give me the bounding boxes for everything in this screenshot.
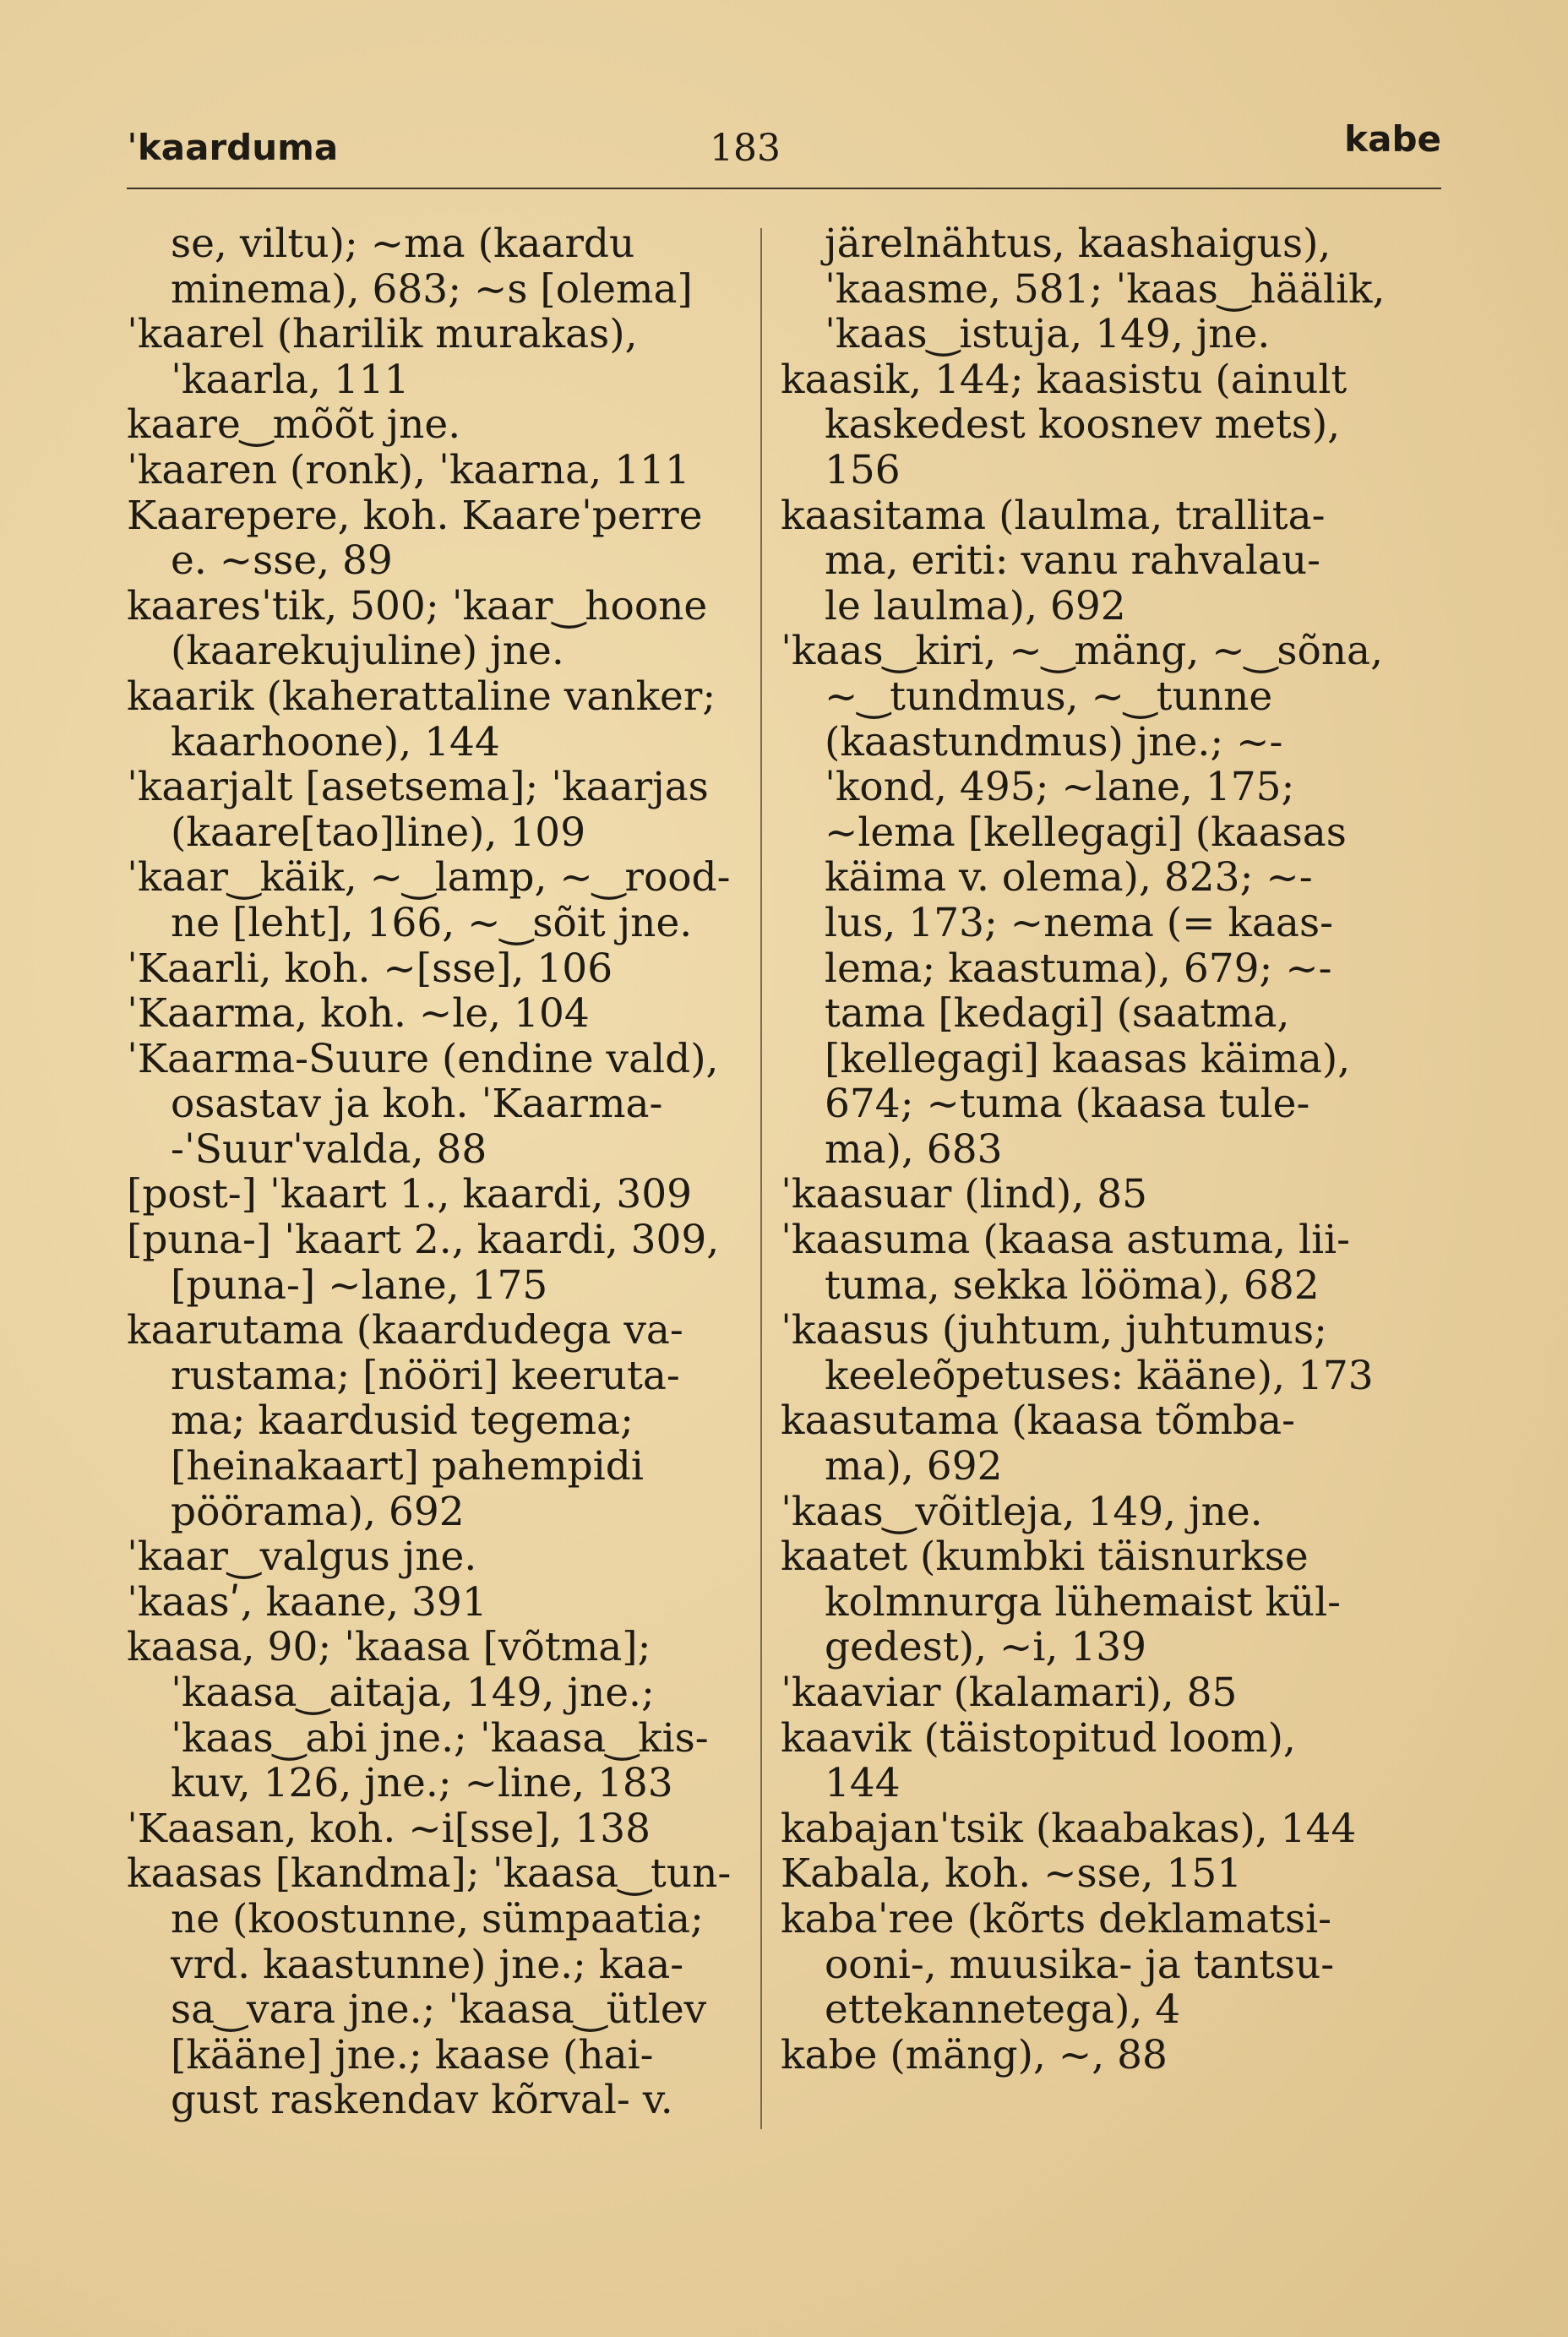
dictionary-line: [puna-] ~lane, 175	[171, 1262, 548, 1309]
dictionary-line: keeleõpetuses: kääne), 173	[825, 1353, 1374, 1399]
dictionary-line: osastav ja koh. ˈKaarma-	[171, 1081, 663, 1127]
page-number: 183	[710, 127, 781, 170]
dictionary-line: (kaarekujuline) jne.	[171, 629, 564, 674]
dictionary-line: ˈkaarel (harilik murakas),	[127, 312, 638, 357]
dictionary-line: kaavik (täistopitud loom),	[781, 1715, 1296, 1762]
dictionary-line: kaasa, 90; ˈkaasa [võtma];	[127, 1625, 651, 1670]
dictionary-line: 156	[825, 447, 901, 493]
dictionary-line: kaarhoone), 144	[171, 719, 500, 765]
dictionary-line: [puna-] ˈkaart 2., kaardi, 309,	[127, 1218, 720, 1263]
dictionary-line: gedest), ~i, 139	[825, 1625, 1147, 1670]
dictionary-line: ˈkaaviar (kalamari), 85	[781, 1670, 1238, 1716]
left-column	[127, 221, 735, 2123]
dictionary-line: gust raskendav kõrval- v.	[171, 2078, 673, 2123]
dictionary-line: Kaarepere, koh. Kaareˈperre	[127, 493, 703, 539]
dictionary-line: ˈkaasuma (kaasa astuma, lii-	[781, 1218, 1351, 1263]
dictionary-line: ˈkaasuar (lind), 85	[781, 1172, 1148, 1218]
dictionary-line: ˈKaarli, koh. ~[sse], 106	[127, 945, 613, 992]
dictionary-line: ma), 683	[825, 1126, 1003, 1173]
dictionary-line: Kabala, koh. ~sse, 151	[781, 1851, 1243, 1897]
dictionary-line: ettekannetega), 4	[825, 1987, 1181, 2033]
dictionary-line: se, viltu); ~ma (kaardu	[171, 221, 635, 267]
dictionary-line: 144	[825, 1761, 901, 1806]
dictionary-line: -ˈSuurˈvalda, 88	[171, 1126, 487, 1173]
dictionary-line: ˈkaarla, 111	[171, 357, 410, 403]
dictionary-line: ma, eriti: vanu rahvalau-	[825, 538, 1321, 584]
page-header	[127, 118, 1441, 186]
dictionary-line: kolmnurga lühemaist kül-	[825, 1579, 1342, 1626]
dictionary-line: (kaastundmus) jne.; ~-	[825, 719, 1283, 765]
dictionary-line: ˈkaas‿istuja, 149, jne.	[825, 312, 1271, 357]
dictionary-line: kaasutama (kaasa tõmba-	[781, 1398, 1296, 1445]
column-divider	[760, 228, 762, 2129]
dictionary-line: ˈkaasus (juhtum, juhtumus;	[781, 1308, 1328, 1354]
dictionary-line: ne [leht], 166, ~‿sõit jne.	[171, 900, 693, 946]
dictionary-line: käima v. olema), 823; ~-	[825, 855, 1313, 901]
dictionary-line: minema), 683; ~s [olema]	[171, 266, 693, 313]
dictionary-line: ˈkaas‿kiri, ~‿mäng, ~‿sõna,	[781, 629, 1384, 674]
dictionary-line: ˈkaarjalt [asetsema]; ˈkaarjas	[127, 765, 709, 810]
dictionary-line: ma), 692	[825, 1444, 1003, 1490]
dictionary-line: ma; kaardusid tegema;	[171, 1398, 634, 1445]
dictionary-line: kaare‿mõõt jne.	[127, 402, 461, 448]
dictionary-line: kaasas [kandma]; ˈkaasa‿tun-	[127, 1851, 732, 1897]
header-guide-word-left: ˈkaarduma	[127, 127, 339, 168]
dictionary-line: ˈkaaren (ronk), ˈkaarna, 111	[127, 447, 690, 493]
dictionary-line: (kaare[tao]line), 109	[171, 809, 586, 856]
dictionary-line: ˈKaasan, koh. ~i[sse], 138	[127, 1806, 651, 1852]
dictionary-line: kuv, 126, jne.; ~line, 183	[171, 1761, 673, 1806]
dictionary-line: tuma, sekka lööma), 682	[825, 1262, 1320, 1309]
dictionary-line: ooni-, muusika- ja tantsu-	[825, 1942, 1335, 1988]
dictionary-line: ne (koostunne, sümpaatia;	[171, 1896, 704, 1942]
dictionary-line: kaaresˈtik, 500; ˈkaar‿hoone	[127, 583, 708, 629]
dictionary-line: le laulma), 692	[825, 583, 1126, 629]
dictionary-line: kabajanˈtsik (kaabakas), 144	[781, 1806, 1357, 1852]
dictionary-line: kaarik (kaherattaline vanker;	[127, 673, 716, 720]
dictionary-line: ˈkaar‿käik, ~‿lamp, ~‿rood-	[127, 855, 731, 901]
dictionary-line: ˈKaarma, koh. ~le, 104	[127, 991, 590, 1037]
dictionary-line: kaarutama (kaardudega va-	[127, 1308, 683, 1354]
dictionary-line: pöörama), 692	[171, 1489, 465, 1535]
dictionary-line: 674; ~tuma (kaasa tule-	[825, 1081, 1310, 1127]
dictionary-line: e. ~sse, 89	[171, 538, 393, 584]
dictionary-line: kaskedest koosnev mets),	[825, 402, 1341, 448]
dictionary-line: kaatet (kumbki täisnurkse	[781, 1534, 1309, 1580]
dictionary-line: ~‿tundmus, ~‿tunne	[825, 673, 1273, 720]
dictionary-line: [heinakaart] pahempidi	[171, 1444, 644, 1490]
dictionary-line: ˈKaarma-Suure (endine vald),	[127, 1036, 719, 1082]
dictionary-line: ˈkaasʹ, kaane, 391	[127, 1579, 487, 1626]
dictionary-line: [kellegagi] kaasas käima),	[825, 1036, 1351, 1082]
dictionary-line: ˈkaar‿valgus jne.	[127, 1534, 477, 1580]
dictionary-line: lus, 173; ~nema (= kaas-	[825, 900, 1333, 946]
header-guide-word-right: kabe	[1344, 118, 1441, 160]
dictionary-line: ˈkaas‿abi jne.; ˈkaasa‿kis-	[171, 1715, 709, 1762]
right-column	[781, 221, 1402, 2078]
dictionary-line: kabe (mäng), ~, 88	[781, 2032, 1168, 2078]
dictionary-line: kaasitama (laulma, trallita-	[781, 493, 1326, 539]
dictionary-line: ~lema [kellegagi] (kaasas	[825, 809, 1347, 856]
dictionary-line: sa‿vara jne.; ˈkaasa‿ütlev	[171, 1987, 707, 2033]
dictionary-line: rustama; [nööri] keeruta-	[171, 1353, 680, 1399]
dictionary-line: ˈkond, 495; ~lane, 175;	[825, 765, 1295, 810]
dictionary-line: ˈkaas‿võitleja, 149, jne.	[781, 1489, 1263, 1535]
dictionary-line: vrd. kaastunne) jne.; kaa-	[171, 1942, 684, 1988]
dictionary-line: tama [kedagi] (saatma,	[825, 991, 1290, 1037]
dictionary-line: ˈkaasme, 581; ˈkaas‿häälik,	[825, 266, 1386, 313]
dictionary-line: [post-] ˈkaart 1., kaardi, 309	[127, 1172, 693, 1218]
dictionary-line: kabaˈree (kõrts deklamatsi-	[781, 1896, 1332, 1942]
dictionary-line: ˈkaasa‿aitaja, 149, jne.;	[171, 1670, 655, 1716]
header-rule	[127, 188, 1441, 189]
dictionary-line: kaasik, 144; kaasistu (ainult	[781, 357, 1348, 403]
dictionary-line: [kääne] jne.; kaase (hai-	[171, 2032, 654, 2078]
dictionary-line: järelnähtus, kaashaigus),	[825, 221, 1331, 267]
dictionary-line: lema; kaastuma), 679; ~-	[825, 945, 1332, 992]
